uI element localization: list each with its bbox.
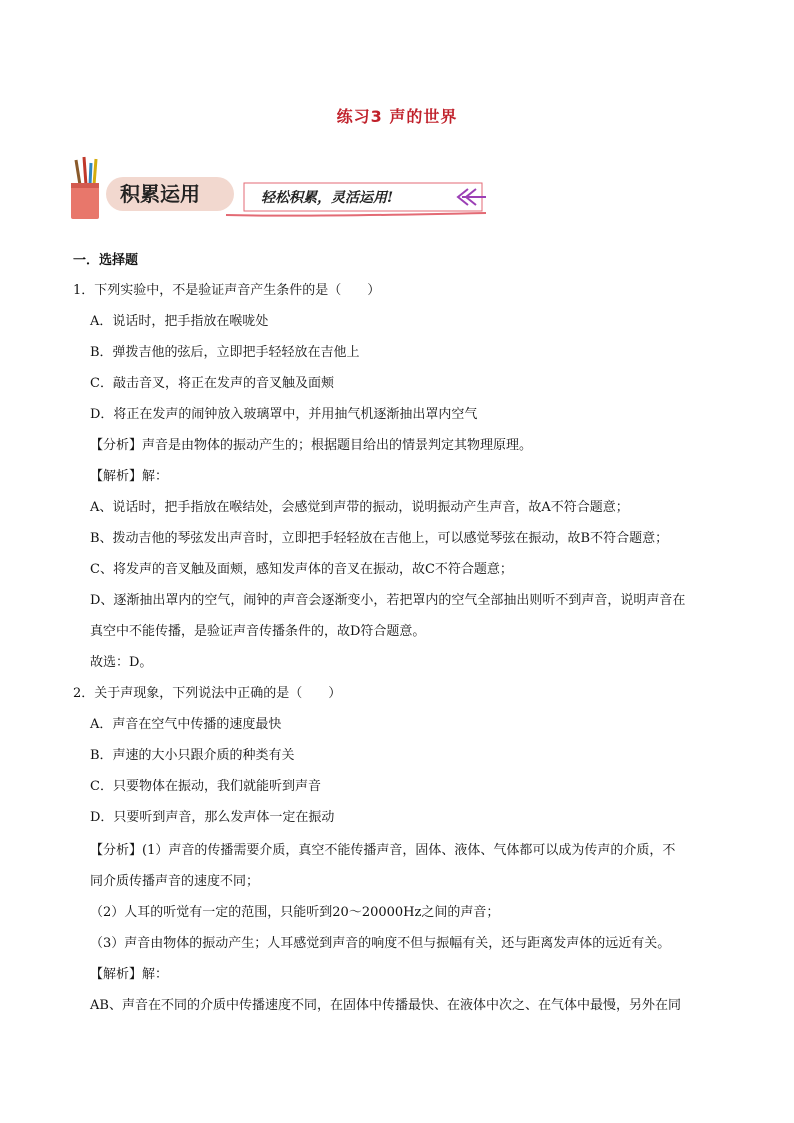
- q1-solution-d-cont: 真空中不能传播，是验证声音传播条件的，故D符合题意。: [90, 624, 426, 639]
- banner-label: 积累运用: [120, 182, 200, 206]
- q1-solution-a: A、说话时，把手指放在喉结处，会感觉到声带的振动，说明振动产生声音，故A不符合题意；: [90, 500, 629, 515]
- q2-solution-ab: AB、声音在不同的介质中传播速度不同，在固体中传播最快、在液体中次之、在气体中最慢，另外在同: [90, 998, 681, 1013]
- page-title: 练习3 声的世界: [336, 107, 458, 126]
- q1-answer: 故选：D。: [90, 655, 153, 670]
- q2-option-c: C．只要物体在振动，我们就能听到声音: [90, 779, 321, 794]
- question-1-stem: 1．下列实验中，不是验证声音产生条件的是（ ）: [73, 283, 381, 298]
- section-heading: 一．选择题: [73, 253, 139, 268]
- q1-solution-head: 【解析】解：: [90, 469, 169, 484]
- section-banner: [66, 155, 486, 220]
- q1-solution-c: C、将发声的音叉触及面颊，感知发声体的音叉在振动，故C不符合题意；: [90, 562, 513, 577]
- q1-option-a: A．说话时，把手指放在喉咙处: [90, 314, 269, 329]
- q2-option-b: B．声速的大小只跟介质的种类有关: [90, 748, 295, 763]
- q2-analysis-1-cont: 同介质传播声音的速度不同；: [90, 874, 260, 889]
- pen-holder-icon: [71, 157, 99, 219]
- q2-option-a: A．声音在空气中传播的速度最快: [90, 717, 282, 732]
- banner-slogan: 轻松积累，灵活运用!: [261, 190, 394, 206]
- q1-solution-b: B、拨动吉他的琴弦发出声音时，立即把手轻轻放在吉他上，可以感觉琴弦在振动，故B不符合题意；: [90, 531, 669, 546]
- banner-graphic: [66, 155, 486, 220]
- q1-analysis: 【分析】声音是由物体的振动产生的；根据题目给出的情景判定其物理原理。: [90, 438, 533, 453]
- q2-solution-head: 【解析】解：: [90, 967, 169, 982]
- q1-option-b: B．弹拨吉他的弦后，立即把手轻轻放在吉他上: [90, 345, 360, 360]
- q1-option-d: D．将正在发声的闹钟放入玻璃罩中，并用抽气机逐渐抽出罩内空气: [90, 407, 478, 422]
- q2-analysis-3: （3）声音由物体的振动产生；人耳感觉到声音的响度不但与振幅有关，还与距离发声体的远近有关。: [90, 936, 671, 951]
- question-2-stem: 2．关于声现象，下列说法中正确的是（ ）: [73, 686, 342, 701]
- q2-option-d: D．只要听到声音，那么发声体一定在振动: [90, 810, 335, 825]
- q1-option-c: C．敲击音叉，将正在发声的音叉触及面颊: [90, 376, 334, 391]
- q2-analysis-2: （2）人耳的听觉有一定的范围，只能听到20～20000Hz之间的声音；: [90, 905, 500, 920]
- q1-solution-d: D、逐渐抽出罩内的空气，闹钟的声音会逐渐变小，若把罩内的空气全部抽出则听不到声音，说明声音在: [90, 593, 686, 608]
- q2-analysis-1: 【分析】(1）声音的传播需要介质，真空不能传播声音，固体、液体、气体都可以成为传声的介质，不: [90, 843, 676, 858]
